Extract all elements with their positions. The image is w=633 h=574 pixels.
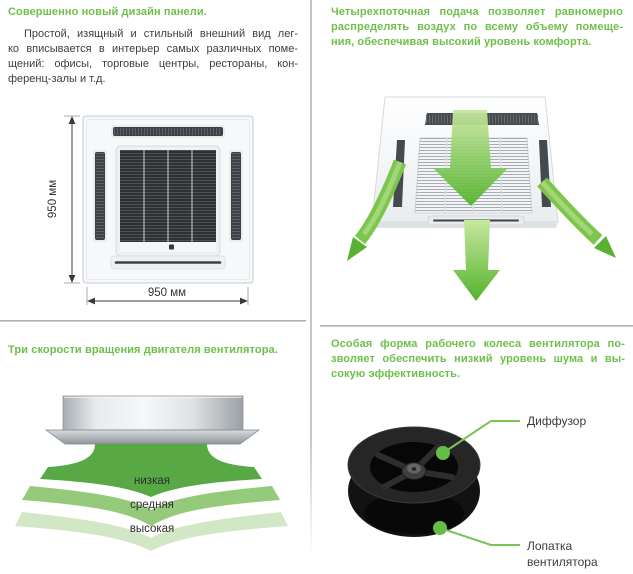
impeller-figure <box>320 395 633 574</box>
callout-label-blade-line1: Лопатка <box>527 539 573 553</box>
section-paragraph <box>8 27 298 87</box>
bottom-airflow-arrow <box>453 220 500 301</box>
text-line: сокую эффективность. <box>331 368 461 380</box>
horizontal-divider-left <box>0 320 306 322</box>
four-way-airflow-figure <box>320 70 633 320</box>
callout-label-blade-line2: вентилятора <box>527 555 598 569</box>
arrowhead-up <box>69 116 76 124</box>
grille-sensor-dot <box>169 245 174 250</box>
unit-flange <box>46 430 259 444</box>
text-line: ко вписывается в интерьер самых различных поме- <box>8 43 298 55</box>
section-heading: Совершенно новый дизайн панели. <box>8 6 207 18</box>
fan-speeds-figure <box>0 388 305 563</box>
cassette-panel-dimensions-figure <box>0 103 305 318</box>
width-dimension-label: 950 мм <box>147 287 187 299</box>
unit-body <box>63 396 243 430</box>
text-line: Особая форма рабочего колеса вентилятора по- <box>331 338 625 350</box>
grille-badge-strip <box>120 242 216 252</box>
callout-label-diffuser: Диффузор <box>527 414 587 428</box>
fan-wheel <box>348 427 480 537</box>
speed-label-high: высокая <box>129 523 175 535</box>
text-line: распределять воздух по всему объему помеще- <box>331 21 623 33</box>
vertical-divider <box>310 0 312 558</box>
text-line: Четырехпоточная подача позволяет равномерно <box>331 6 623 18</box>
text-line: щений: офисы, торговые центры, рестораны, кон- <box>8 58 298 70</box>
text-line: Простой, изящный и стильный внешний вид лег- <box>24 28 298 40</box>
arrowhead-right <box>240 298 248 305</box>
airflow-low <box>40 444 262 497</box>
horizontal-divider-right <box>320 325 633 327</box>
text-line: зволяет обеспечить низкий уровень шума и вы- <box>331 353 625 365</box>
section-heading <box>331 5 623 50</box>
arrowhead-left <box>87 298 95 305</box>
height-dimension-label: 950 мм <box>47 179 59 219</box>
arrowhead-down <box>69 275 76 283</box>
text-line: ференц-залы и т.д. <box>8 73 106 85</box>
section-heading <box>331 337 625 382</box>
section-heading: Три скорости вращения двигателя вентилятора. <box>8 344 278 356</box>
callout-fan-blade <box>433 521 598 569</box>
speed-label-medium: средняя <box>130 499 174 511</box>
text-line: ния, обеспечивая высокий уровень комфорта. <box>331 36 592 48</box>
speed-label-low: низкая <box>134 475 170 487</box>
